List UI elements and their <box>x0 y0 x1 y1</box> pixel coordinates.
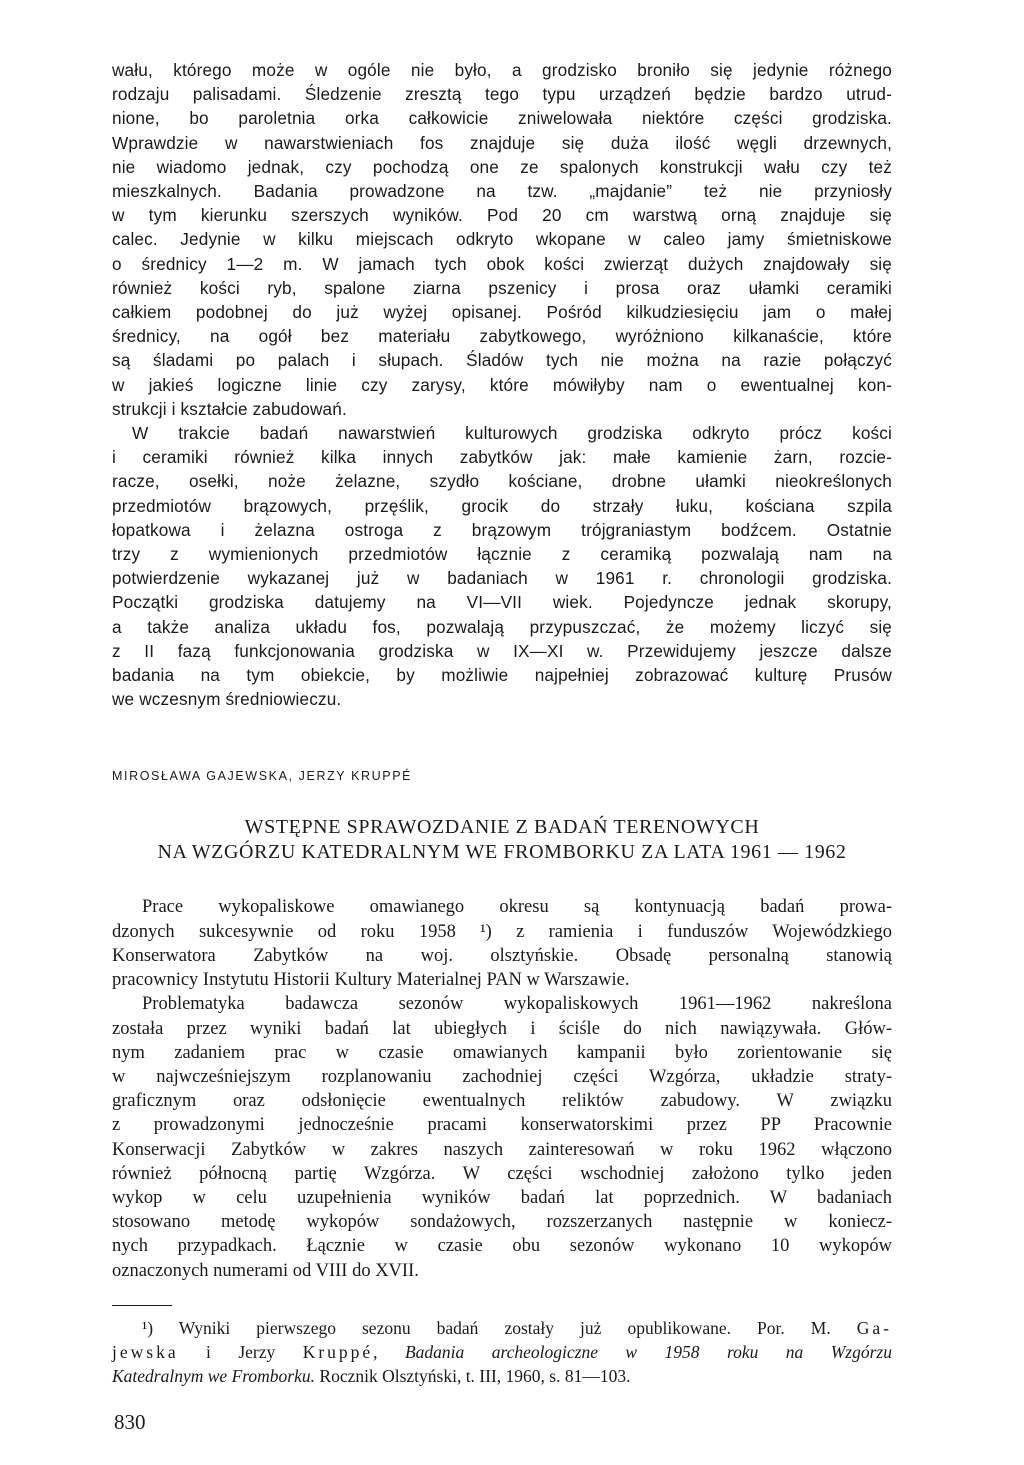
text-line: oznaczonych numerami od VIII do XVII. <box>112 1260 419 1281</box>
text-line: z prowadzonymi jednocześnie pracami konserwatorskimi przez PP Pracownie <box>112 1115 892 1136</box>
text-line: nym zadaniem prac w czasie omawianych kampanii było zorientowanie się <box>112 1042 892 1063</box>
text-line: w najwcześniejszym rozplanowaniu zachodniej części Wzgórza, układzie straty- <box>112 1066 892 1087</box>
footnote-rule <box>112 1305 172 1306</box>
text-line: przedmiotów brązowych, przęślik, grocik do strzały łuku, kościana szpila <box>112 495 892 516</box>
text-line: stosowano metodę wykopów sondażowych, rozszerzanych następnie w koniecz- <box>112 1212 892 1233</box>
text-line: trzy z wymienionych przedmiotów łącznie z ceramiką pozwalają nam na <box>112 544 892 565</box>
page-number: 830 <box>114 1410 146 1434</box>
title-line: WSTĘPNE SPRAWOZDANIE Z BADAŃ TERENOWYCH <box>244 816 760 839</box>
footnote <box>112 1316 892 1388</box>
footnote-title: Badania archeologiczne w 1958 roku na Wzgórzu <box>404 1341 892 1362</box>
article-authors: MIROSŁAWA GAJEWSKA, JERZY KRUPPÉ <box>112 769 413 784</box>
text-line: W trakcie badań nawarstwień kulturowych grodziska odkryto prócz kości <box>132 423 892 444</box>
text-line: i ceramiki również kilka innych zabytków jak: małe kamienie żarn, rozcie- <box>112 447 892 468</box>
text-line: Konserwacji Zabytków w zakres naszych zainteresowań w roku 1962 włączono <box>112 1139 892 1160</box>
footnote-line <box>112 1316 892 1340</box>
text-line: również północną partię Wzgórza. W części wschodniej założono tylko jeden <box>112 1163 892 1184</box>
page <box>112 58 892 1388</box>
footnote-author: Kruppé <box>302 1341 374 1362</box>
text-line: Konserwatora Zabytków na woj. olsztyńskie. Obsadę personalną stanowią <box>112 945 892 966</box>
footnote-text: Rocznik Olsztyński, t. III, 1960, s. 81—103. <box>315 1365 631 1386</box>
continued-text <box>112 58 892 711</box>
text-line: wału, którego może w ogóle nie było, a grodzisko broniło się jedynie różnego <box>112 60 892 80</box>
text-line: Prace wykopaliskowe omawianego okresu są kontynuacją badań prowa- <box>142 897 892 918</box>
article-body <box>112 895 892 1282</box>
footnote-text: i Jerzy <box>178 1341 303 1362</box>
footnote-line <box>112 1340 892 1364</box>
text-line: została przez wyniki badań lat ubiegłych i ściśle do nich nawiązywała. Głów- <box>112 1018 892 1039</box>
text-line: całkiem podobnej do już wyżej opisanej. Pośród kilkudziesięciu jam o małej <box>112 302 892 323</box>
footnote-title: Katedralnym we Fromborku. <box>112 1365 316 1386</box>
footnote-line <box>112 1364 892 1388</box>
text-line: badania na tym obiekcie, by możliwie najpełniej zobrazować kulturę Prusów <box>112 665 892 686</box>
text-line: Problematyka badawcza sezonów wykopaliskowych 1961—1962 nakreślona <box>142 994 892 1015</box>
text-line: strukcji i kształcie zabudowań. <box>112 398 347 419</box>
text-line: graficznym oraz odsłonięcie ewentualnych reliktów zabudowy. W związku <box>112 1091 892 1112</box>
text-line: również kości ryb, spalone ziarna pszenicy i prosa oraz ułamki ceramiki <box>112 277 892 298</box>
text-line: pracownicy Instytutu Historii Kultury Materialnej PAN w Warszawie. <box>112 970 630 991</box>
text-line: łopatkowa i żelazna ostroga z brązowym trójgraniastym bodźcem. Ostatnie <box>112 519 892 540</box>
footnote-text: ¹) Wyniki pierwszego sezonu badań zostały już opublikowane. Por. M. <box>142 1317 857 1338</box>
text-line: są śladami po palach i słupach. Śladów tych nie można na razie połączyć <box>112 350 892 371</box>
text-line: z II fazą funkcjonowania grodziska w IX—XI w. Przewidujemy jeszcze dalsze <box>112 640 892 661</box>
text-line: dzonych sukcesywnie od roku 1958 ¹) z ramienia i funduszów Wojewódzkiego <box>112 921 892 942</box>
text-line: wykop w celu uzupełnienia wyników badań lat poprzednich. W badaniach <box>112 1187 892 1208</box>
text-line: mieszkalnych. Badania prowadzone na tzw. „majdanie” też nie przyniosły <box>112 181 892 202</box>
title-line: NA WZGÓRZU KATEDRALNYM WE FROMBORKU ZA LATA 1961 — 1962 <box>157 841 847 864</box>
footnote-text: , <box>373 1341 405 1362</box>
text-line: potwierdzenie wykazanej już w badaniach w 1961 r. chronologii grodziska. <box>112 568 892 589</box>
article-title <box>112 815 892 865</box>
text-line: Początki grodziska datujemy na VI—VII wiek. Pojedyncze jednak skorupy, <box>112 592 892 613</box>
text-line: nie wiadomo jednak, czy pochodzą one ze spalonych konstrukcji wału czy też <box>112 156 892 177</box>
text-line: o średnicy 1—2 m. W jamach tych obok kości zwierząt dużych znajdowały się <box>112 253 892 274</box>
footnote-author: jewska <box>112 1341 179 1362</box>
text-line: calec. Jedynie w kilku miejscach odkryto wkopane w caleo jamy śmietniskowe <box>112 229 892 250</box>
text-line: rodzaju palisadami. Śledzenie zresztą tego typu urządzeń będzie bardzo utrud- <box>112 84 892 105</box>
footnote-author: Ga- <box>856 1317 892 1338</box>
text-line: w jakieś logiczne linie czy zarysy, które mówiłyby nam o ewentualnej kon- <box>112 374 892 395</box>
text-line: a także analiza układu fos, pozwalają przypuszczać, że możemy liczyć się <box>112 616 892 637</box>
text-line: racze, osełki, noże żelazne, szydło kościane, drobne ułamki nieokreślonych <box>112 471 892 492</box>
text-line: w tym kierunku szerszych wyników. Pod 20 cm warstwą orną znajduje się <box>112 205 892 226</box>
text-line: Wprawdzie w nawarstwieniach fos znajduje się duża ilość węgli drzewnych, <box>112 132 892 153</box>
text-line: we wczesnym średniowieczu. <box>112 689 342 710</box>
text-line: nione, bo paroletnia orka całkowicie zniwelowała niektóre części grodziska. <box>112 108 892 129</box>
text-line: średnicy, na ogół bez materiału zabytkowego, wyróżniono kilkanaście, które <box>112 326 892 347</box>
text-line: nych przypadkach. Łącznie w czasie obu sezonów wykonano 10 wykopów <box>112 1236 892 1257</box>
